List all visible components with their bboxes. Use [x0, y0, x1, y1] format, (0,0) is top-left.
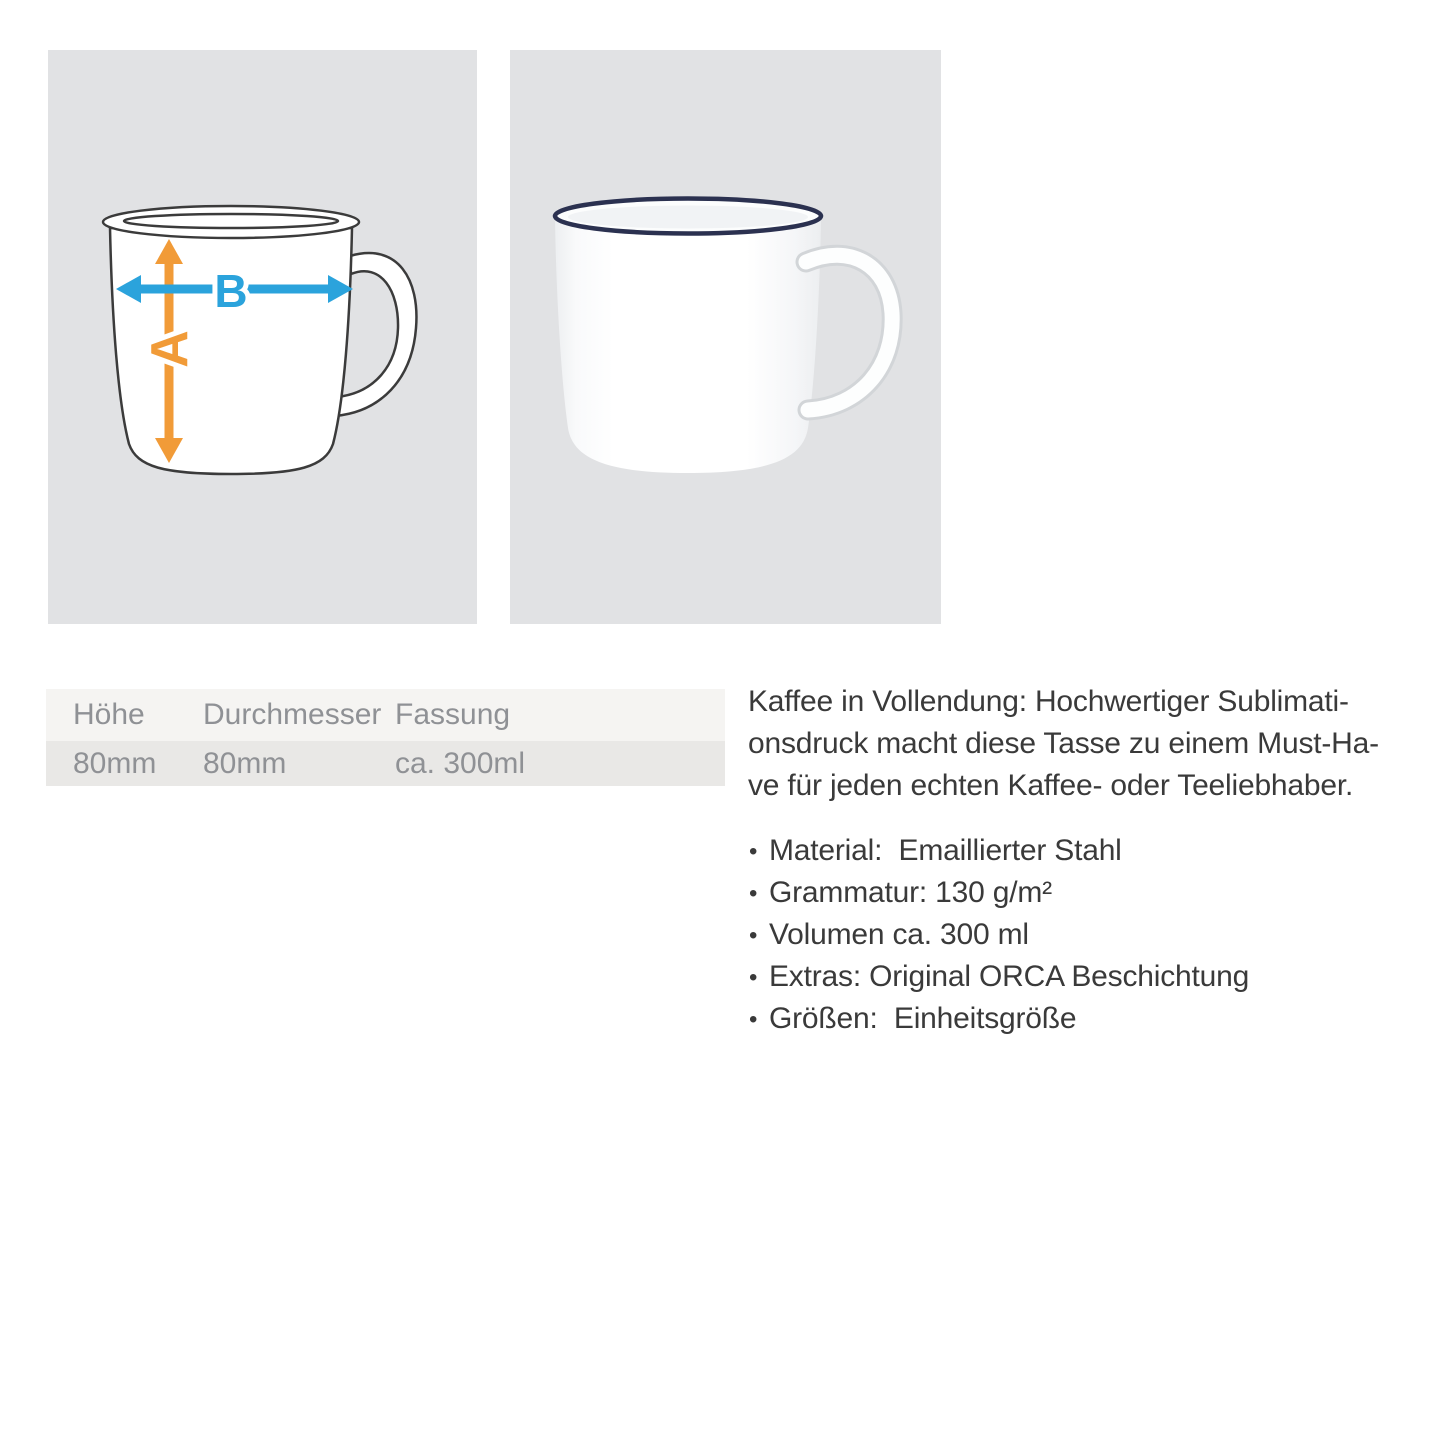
photo-mug-body	[555, 218, 821, 473]
spec-item-material: • Material: Emaillierter Stahl	[748, 830, 1420, 872]
spec-item-volumen: • Volumen ca. 300 ml	[748, 914, 1420, 956]
size-table	[46, 689, 725, 786]
size-table-header-hoehe: Höhe	[73, 698, 145, 731]
size-table-header-row	[46, 689, 725, 741]
size-value-hoehe: 80mm	[73, 746, 157, 780]
dimension-diagram-panel	[48, 50, 477, 624]
description-line: Kaffee in Vollendung: Hochwertiger Sublimati-	[748, 685, 1349, 718]
size-value-durchmesser: 80mm	[203, 746, 287, 780]
product-photo-panel	[510, 50, 941, 624]
description-paragraph	[748, 681, 1420, 807]
spec-item-grammatur: • Grammatur: 130 g/m²	[748, 872, 1420, 914]
spec-item-extras: • Extras: Original ORCA Beschichtung	[748, 956, 1420, 998]
spec-list	[748, 830, 1420, 1040]
mug-dimension-diagram-icon	[48, 50, 477, 624]
mug-rim-inner-outline	[124, 214, 338, 228]
photo-mug-rim-inside	[568, 206, 808, 229]
product-description	[748, 681, 1420, 1040]
enamel-mug-photo	[510, 50, 941, 624]
size-table-value-row	[46, 741, 725, 786]
width-label-b: B	[214, 265, 248, 317]
size-table-header-fassung: Fassung	[395, 698, 511, 731]
height-label-a: A	[141, 330, 199, 368]
size-value-fassung: ca. 300ml	[395, 746, 526, 780]
description-line: ve für jeden echten Kaffee- oder Teeliebhaber.	[748, 769, 1354, 802]
description-line: onsdruck macht diese Tasse zu einem Must-Ha-	[748, 727, 1379, 760]
size-table-header-durchmesser: Durchmesser	[203, 698, 382, 731]
spec-item-groessen: • Größen: Einheitsgröße	[748, 998, 1420, 1040]
